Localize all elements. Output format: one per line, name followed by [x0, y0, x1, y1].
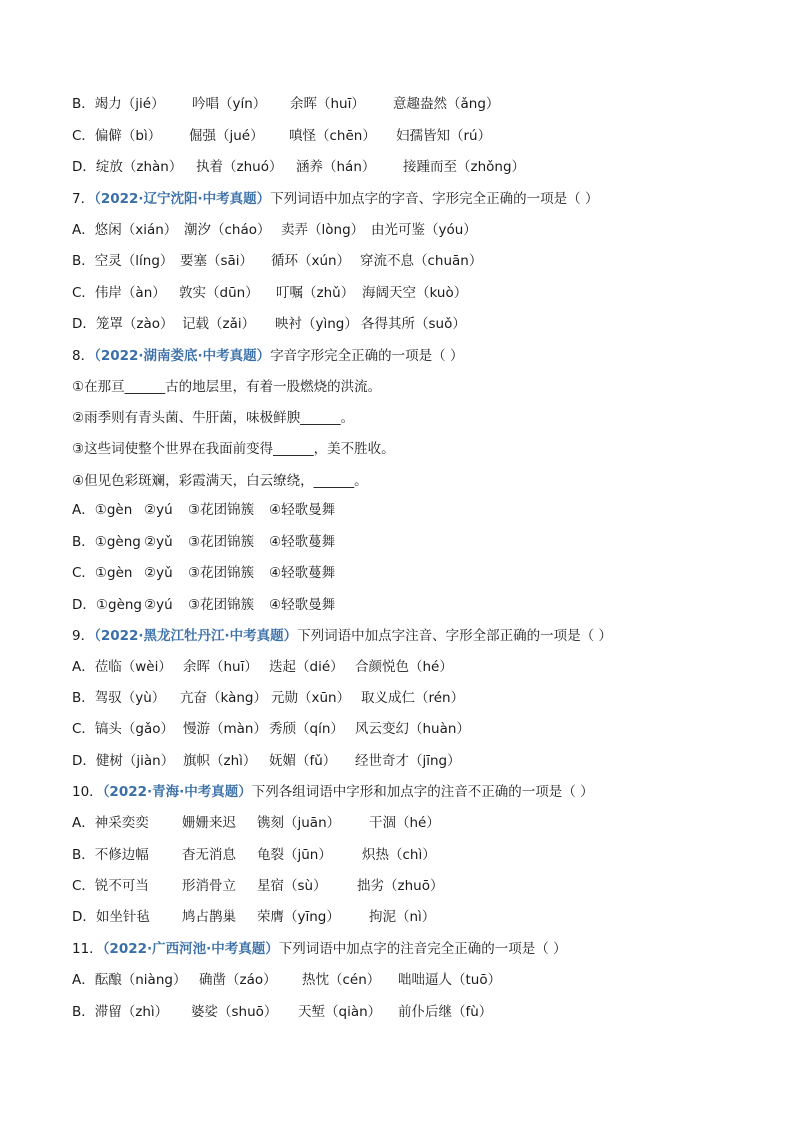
option-word: 姗姗来迟	[182, 815, 236, 831]
option-word: 亢奋（kàng）	[180, 690, 267, 706]
option-word: 取义成仁（rén）	[361, 690, 465, 706]
option-word: ③花团锦簇	[188, 534, 255, 550]
option-row	[72, 657, 453, 677]
option-label: D．如坐针毡	[72, 909, 150, 925]
option-row	[72, 532, 335, 552]
option-word: 穿流不息（chuān）	[360, 253, 483, 269]
question-text: 下列词语中加点字的字音、字形完全正确的一项是（ ）	[270, 191, 599, 207]
option-label: B．驾驭（yù）	[72, 690, 166, 706]
option-label: A．酝酿（niàng）	[72, 972, 187, 988]
option-row	[72, 500, 335, 520]
question-source: （2022·青海·中考真题）	[102, 784, 252, 800]
option-word: 热忱（cén）	[302, 972, 381, 988]
option-label: A．神采奕奕	[72, 815, 149, 831]
question-source: （2022·辽宁沈阳·中考真题）	[94, 191, 271, 207]
option-word: 婆娑（shuō）	[191, 1004, 278, 1020]
option-word: 咄咄逼人（tuō）	[398, 972, 502, 988]
option-word: 风云变幻（huàn）	[355, 721, 470, 737]
option-label: A．莅临（wèi）	[72, 659, 172, 675]
question-11	[72, 939, 567, 959]
option-word: 妇孺皆知（rú）	[396, 128, 492, 144]
question-source: （2022·湖南娄底·中考真题）	[94, 348, 271, 364]
option-word: 迭起（dié）	[269, 659, 344, 675]
option-label: D．笼罩（zào）	[72, 316, 174, 332]
passage-line: ①在那亘______古的地层里，有着一股燃烧的洪流。	[72, 379, 382, 395]
option-word: 各得其所（suǒ）	[361, 316, 466, 332]
option-label: C．①gèn	[72, 565, 133, 581]
option-label: B．不修边幅	[72, 847, 149, 863]
option-label: C．偏僻（bì）	[72, 128, 162, 144]
option-word: 秀颀（qín）	[269, 721, 344, 737]
option-word: 镌刻（juān）	[257, 815, 341, 831]
option-word: 意趣盎然（ǎng）	[393, 96, 500, 112]
option-word: 接踵而至（zhǒng）	[403, 159, 526, 175]
option-label: B．滞留（zhì）	[72, 1004, 169, 1020]
question-8	[72, 346, 463, 366]
option-word: 海阔天空（kuò）	[362, 285, 468, 301]
option-word: 映衬（yìng）	[275, 316, 358, 332]
question-text: 下列词语中加点字的注音完全正确的一项是（ ）	[278, 941, 567, 957]
option-row	[72, 563, 335, 583]
option-word: 记载（zǎi）	[182, 316, 256, 332]
question-10	[72, 782, 594, 802]
option-word: 叮嘱（zhǔ）	[276, 285, 355, 301]
option-word: ②yú	[144, 597, 173, 613]
option-word: 由光可鉴（yóu）	[371, 222, 477, 238]
question-source: （2022·黑龙江牡丹江·中考真题）	[94, 628, 298, 644]
passage-line: ④但见色彩斑斓，彩霞满天，白云缭绕，______。	[72, 473, 368, 489]
passage-line: ③这些词使整个世界在我面前变得______，美不胜收。	[72, 441, 395, 457]
option-label: A．悠闲（xián）	[72, 222, 178, 238]
option-word: 合颜悦色（hé）	[355, 659, 453, 675]
option-word: 炽热（chì）	[362, 847, 436, 863]
option-row	[72, 688, 464, 708]
option-word: 荣膺（yīng）	[257, 909, 340, 925]
option-label: B．空灵（líng）	[72, 253, 174, 269]
question-9	[72, 626, 612, 646]
question-number: 7．	[72, 191, 95, 207]
option-word: ④轻歌曼舞	[269, 502, 336, 518]
option-word: 倔强（jué）	[189, 128, 264, 144]
option-row	[72, 283, 467, 303]
option-word: 旗帜（zhì）	[183, 753, 257, 769]
option-label: B．竭力（jié）	[72, 96, 165, 112]
option-label: D．健树（jiàn）	[72, 753, 175, 769]
option-word: 元勋（xūn）	[271, 690, 351, 706]
option-word: ④轻歌曼舞	[269, 597, 336, 613]
option-row	[72, 251, 482, 271]
question-7	[72, 189, 598, 209]
option-word: 经世奇才（jīng）	[355, 753, 461, 769]
option-row	[72, 94, 499, 114]
option-word: 干涸（hé）	[369, 815, 440, 831]
option-label: D．绽放（zhàn）	[72, 159, 183, 175]
question-number: 10．	[72, 784, 103, 800]
option-row	[72, 845, 436, 865]
option-row	[72, 970, 501, 990]
option-word: 循环（xún）	[271, 253, 351, 269]
option-word: 前仆后继（fù）	[398, 1004, 493, 1020]
option-word: 嗔怪（chēn）	[289, 128, 376, 144]
option-row	[72, 157, 525, 177]
question-text: 下列词语中加点字注音、字形全部正确的一项是（ ）	[297, 628, 612, 644]
option-label: A．①gèn	[72, 502, 133, 518]
option-word: 潮汐（cháo）	[184, 222, 271, 238]
option-row	[72, 751, 461, 771]
option-word: ②yǔ	[144, 534, 173, 550]
option-label: C．锐不可当	[72, 878, 149, 894]
option-word: 涵养（hán）	[296, 159, 376, 175]
question-text: 下列各组词语中字形和加点字的注音不正确的一项是（ ）	[251, 784, 594, 800]
option-word: 龟裂（jūn）	[257, 847, 332, 863]
option-label: D．①gèng	[72, 597, 142, 613]
option-row	[72, 126, 491, 146]
option-word: 执着（zhuó）	[196, 159, 283, 175]
option-word: 要塞（sāi）	[180, 253, 254, 269]
option-word: 慢游（màn）	[183, 721, 267, 737]
option-word: 余晖（huī）	[183, 659, 258, 675]
question-text: 字音字形完全正确的一项是（ ）	[270, 348, 464, 364]
option-label: B．①gèng	[72, 534, 141, 550]
option-word: ③花团锦簇	[188, 597, 255, 613]
option-word: 形消骨立	[182, 878, 236, 894]
option-label: C．镐头（gǎo）	[72, 721, 175, 737]
option-row	[72, 314, 466, 334]
option-word: 确凿（záo）	[199, 972, 277, 988]
option-word: 鸠占鹊巢	[182, 909, 236, 925]
option-word: 余晖（huī）	[290, 96, 365, 112]
option-word: 拘泥（nì）	[369, 909, 436, 925]
option-word: ②yú	[144, 502, 173, 518]
option-row	[72, 719, 470, 739]
question-source: （2022·广西河池·中考真题）	[102, 941, 279, 957]
option-word: 卖弄（lòng）	[281, 222, 365, 238]
option-row	[72, 907, 435, 927]
passage-line: ②雨季则有青头菌、牛肝菌，味极鲜腴______。	[72, 410, 355, 426]
option-word: 星宿（sù）	[257, 878, 327, 894]
option-word: 妩媚（fǔ）	[269, 753, 337, 769]
option-row	[72, 595, 335, 615]
option-row	[72, 876, 443, 896]
option-word: 天堑（qiàn）	[298, 1004, 382, 1020]
option-word: 敦实（dūn）	[179, 285, 259, 301]
option-word: ②yǔ	[144, 565, 173, 581]
option-label: C．伟岸（àn）	[72, 285, 166, 301]
option-word: ③花团锦簇	[188, 502, 255, 518]
option-word: 吟唱（yín）	[192, 96, 267, 112]
option-word: ④轻歌蔓舞	[269, 534, 336, 550]
option-word: 杳无消息	[182, 847, 236, 863]
question-number: 8．	[72, 348, 95, 364]
question-number: 9．	[72, 628, 95, 644]
option-word: ③花团锦簇	[188, 565, 255, 581]
question-number: 11．	[72, 941, 103, 957]
option-word: 拙劣（zhuō）	[357, 878, 444, 894]
option-row	[72, 813, 440, 833]
option-row	[72, 220, 477, 240]
option-word: ④轻歌蔓舞	[269, 565, 336, 581]
option-row	[72, 1002, 492, 1022]
